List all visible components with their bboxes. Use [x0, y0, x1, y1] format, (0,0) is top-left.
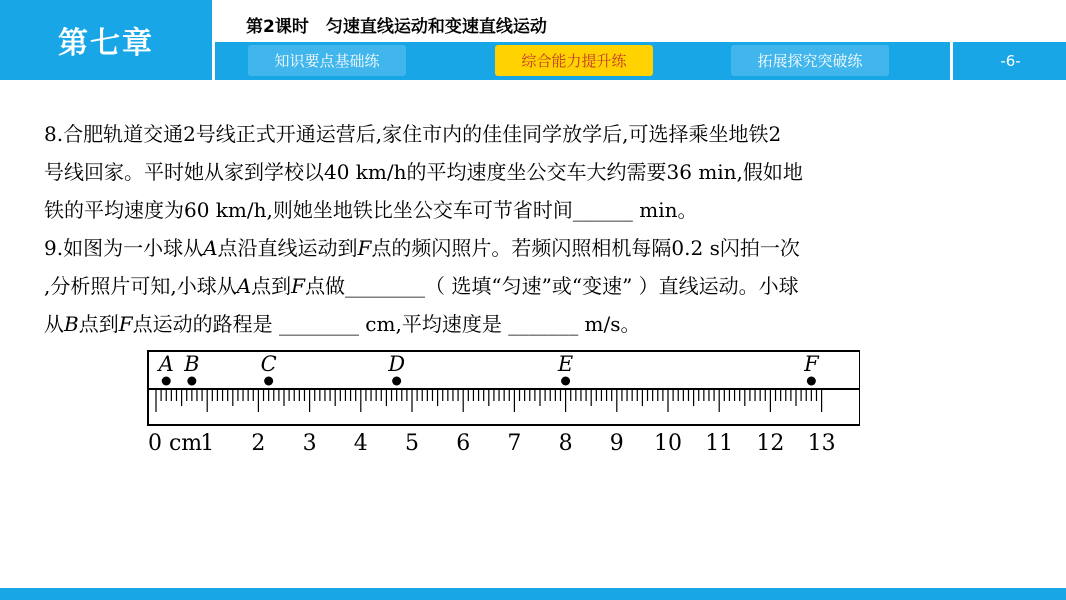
header: [0, 0, 1066, 80]
question9-line2: ,分析照片可知,小球从A点到F点做________（ 选填“匀速”或“变速” ）直线运动。小球: [44, 274, 799, 298]
ruler-number: 1: [200, 431, 215, 456]
point-a-label: A: [203, 236, 218, 260]
question8-line: 号线回家。平时她从家到学校以40 km/h的平均速度坐公交车大约需要36 min,假如地: [44, 160, 803, 184]
tab-extension-practice[interactable]: 拓展探究突破练: [731, 45, 889, 76]
ball-dot: [187, 377, 196, 386]
ruler-number: 6: [456, 431, 471, 456]
tab-basic-practice[interactable]: 知识要点基础练: [248, 45, 406, 76]
photo-strip: [148, 351, 860, 389]
ruler-number: 9: [609, 431, 624, 456]
ruler-figure: [140, 347, 860, 462]
ruler-number: 11: [705, 431, 734, 456]
lesson-title: 第2课时 匀速直线运动和变速直线运动: [246, 17, 547, 37]
ruler-number: 10: [654, 431, 682, 456]
ball-label: E: [557, 352, 574, 376]
point-b-label: B: [64, 312, 79, 336]
ruler-number: 8: [558, 431, 573, 456]
ball-dot: [561, 377, 570, 386]
chapter-title: 第七章: [0, 0, 212, 80]
ball-dot: [392, 377, 401, 386]
ball-label: D: [388, 352, 406, 376]
page-number: -6-: [1000, 51, 1021, 70]
ruler-number: 2: [251, 431, 266, 456]
divider: [950, 42, 953, 80]
ruler-unit-label: 0 cm: [148, 431, 203, 456]
ball-label: B: [184, 352, 200, 376]
ruler-number: 5: [405, 431, 419, 456]
ruler-number: 4: [353, 431, 368, 456]
tab-ability-practice[interactable]: 综合能力提升练: [495, 45, 653, 76]
ball-dot: [807, 377, 816, 386]
ruler-number: 13: [807, 431, 836, 456]
question-content: [44, 115, 1044, 343]
ruler-numbers: [148, 431, 836, 456]
question8-line: 铁的平均速度为60 km/h,则她坐地铁比坐公交车可节省时间______ min。: [44, 198, 698, 222]
question9-line3: 从B点到F点运动的路程是 ________ cm,平均速度是 _______ m/s。: [44, 312, 641, 336]
divider: [212, 42, 215, 80]
bottom-bar: [0, 588, 1066, 600]
point-f-label: F: [357, 236, 372, 260]
ball-dot: [264, 377, 273, 386]
ruler-number: 3: [302, 431, 317, 456]
ball-label: F: [804, 352, 819, 376]
ball-label: A: [158, 352, 174, 376]
question9-line1: 9.如图为一小球从A点沿直线运动到F点的频闪照片。若频闪照相机每隔0.2 s闪拍一次: [44, 236, 800, 260]
ruler-number: 7: [507, 431, 522, 456]
question8-line: 8.合肥轨道交通2号线正式开通运营后,家住市内的佳佳同学放学后,可选择乘坐地铁2: [44, 122, 782, 146]
ruler-number: 12: [756, 431, 785, 456]
ball-label: C: [260, 352, 277, 376]
ball-dot: [162, 377, 171, 386]
